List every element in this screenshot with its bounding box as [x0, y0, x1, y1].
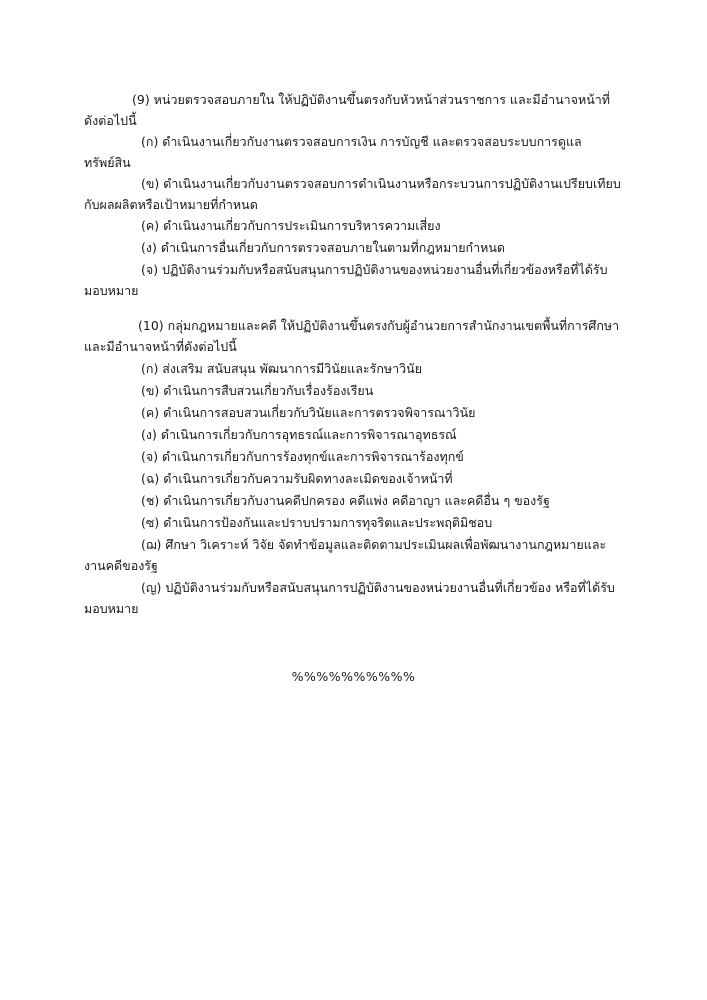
- section-10-item-j: (ญ) ปฏิบัติงานร่วมกับหรือสนับสนุนการปฏิบัติงานของหน่วยงานอื่นที่เกี่ยวข้อง หรือที่ได้รับมอบหมาย: [84, 580, 615, 616]
- section-10-item-g: (ช) ดำเนินการเกี่ยวกับงานคดีปกครอง คดีแพ่ง คดีอาญา และคดีอื่น ๆ ของรัฐ: [141, 493, 550, 508]
- section-10-item-a: (ก) ส่งเสริม สนับสนุน พัฒนาการมีวินัยและรักษาวินัย: [141, 361, 423, 376]
- section-9-item-d: (ง) ดำเนินการอื่นเกี่ยวกับการตรวจสอบภายในตามที่กฎหมายกำหนด: [141, 240, 506, 255]
- section-10-item-d: (ง) ดำเนินการเกี่ยวกับการอุทธรณ์และการพิจารณาอุทธรณ์: [141, 427, 457, 442]
- section-10-item-c: (ค) ดำเนินการสอบสวนเกี่ยวกับวินัยและการตรวจพิจารณาวินัย: [141, 405, 476, 420]
- section-10-item-i: (ฌ) ศึกษา วิเคราะห์ วิจัย จัดทำข้อมูลและติดตามประเมินผลเพื่อพัฒนางานกฎหมายและงานคดีของรัฐ: [84, 537, 607, 573]
- section-10-item-e: (จ) ดำเนินการเกี่ยวกับการร้องทุกข์และการพิจารณาร้องทุกข์: [141, 449, 464, 464]
- section-10-item-b: (ข) ดำเนินการสืบสวนเกี่ยวกับเรื่องร้องเรียน: [141, 383, 374, 398]
- section-9-heading: (9) หน่วยตรวจสอบภายใน ให้ปฏิบัติงานขึ้นตรงกับหัวหน้าส่วนราชการ และมีอำนาจหน้าที่ดังต่อไปนี้: [84, 92, 611, 128]
- section-9-item-e: (จ) ปฏิบัติงานร่วมกับหรือสนับสนุนการปฏิบัติงานของหน่วยงานอื่นที่เกี่ยวข้องหรือที่ได้รับมอบหมาย: [84, 262, 608, 298]
- section-9-item-c: (ค) ดำเนินงานเกี่ยวกับการประเมินการบริหารความเสี่ยง: [141, 218, 441, 233]
- section-9-item-a: (ก) ดำเนินงานเกี่ยวกับงานตรวจสอบการเงิน การบัญชี และตรวจสอบระบบการดูแล ทรัพย์สิน: [84, 134, 582, 170]
- section-10-item-f: (ฉ) ดำเนินการเกี่ยวกับความรับผิดทางละเมิดของเจ้าหน้าที่: [141, 471, 453, 486]
- end-of-document-mark: %%%%%%%%%%: [291, 669, 416, 684]
- section-10-item-h: (ซ) ดำเนินการป้องกันและปราบปรามการทุจริตและประพฤติมิชอบ: [141, 515, 493, 530]
- section-9-item-b: (ข) ดำเนินงานเกี่ยวกับงานตรวจสอบการดำเนินงานหรือกระบวนการปฏิบัติงานเปรียบเทียบกับผลผลิตหรือเป้าหมายที่กำหนด: [84, 176, 621, 212]
- section-10-heading: (10) กลุ่มกฎหมายและคดี ให้ปฏิบัติงานขึ้นตรงกับผู้อำนวยการสำนักงานเขตพื้นที่การศึกษาและมีอำนาจหน้าที่ดังต่อไปนี้: [84, 318, 620, 354]
